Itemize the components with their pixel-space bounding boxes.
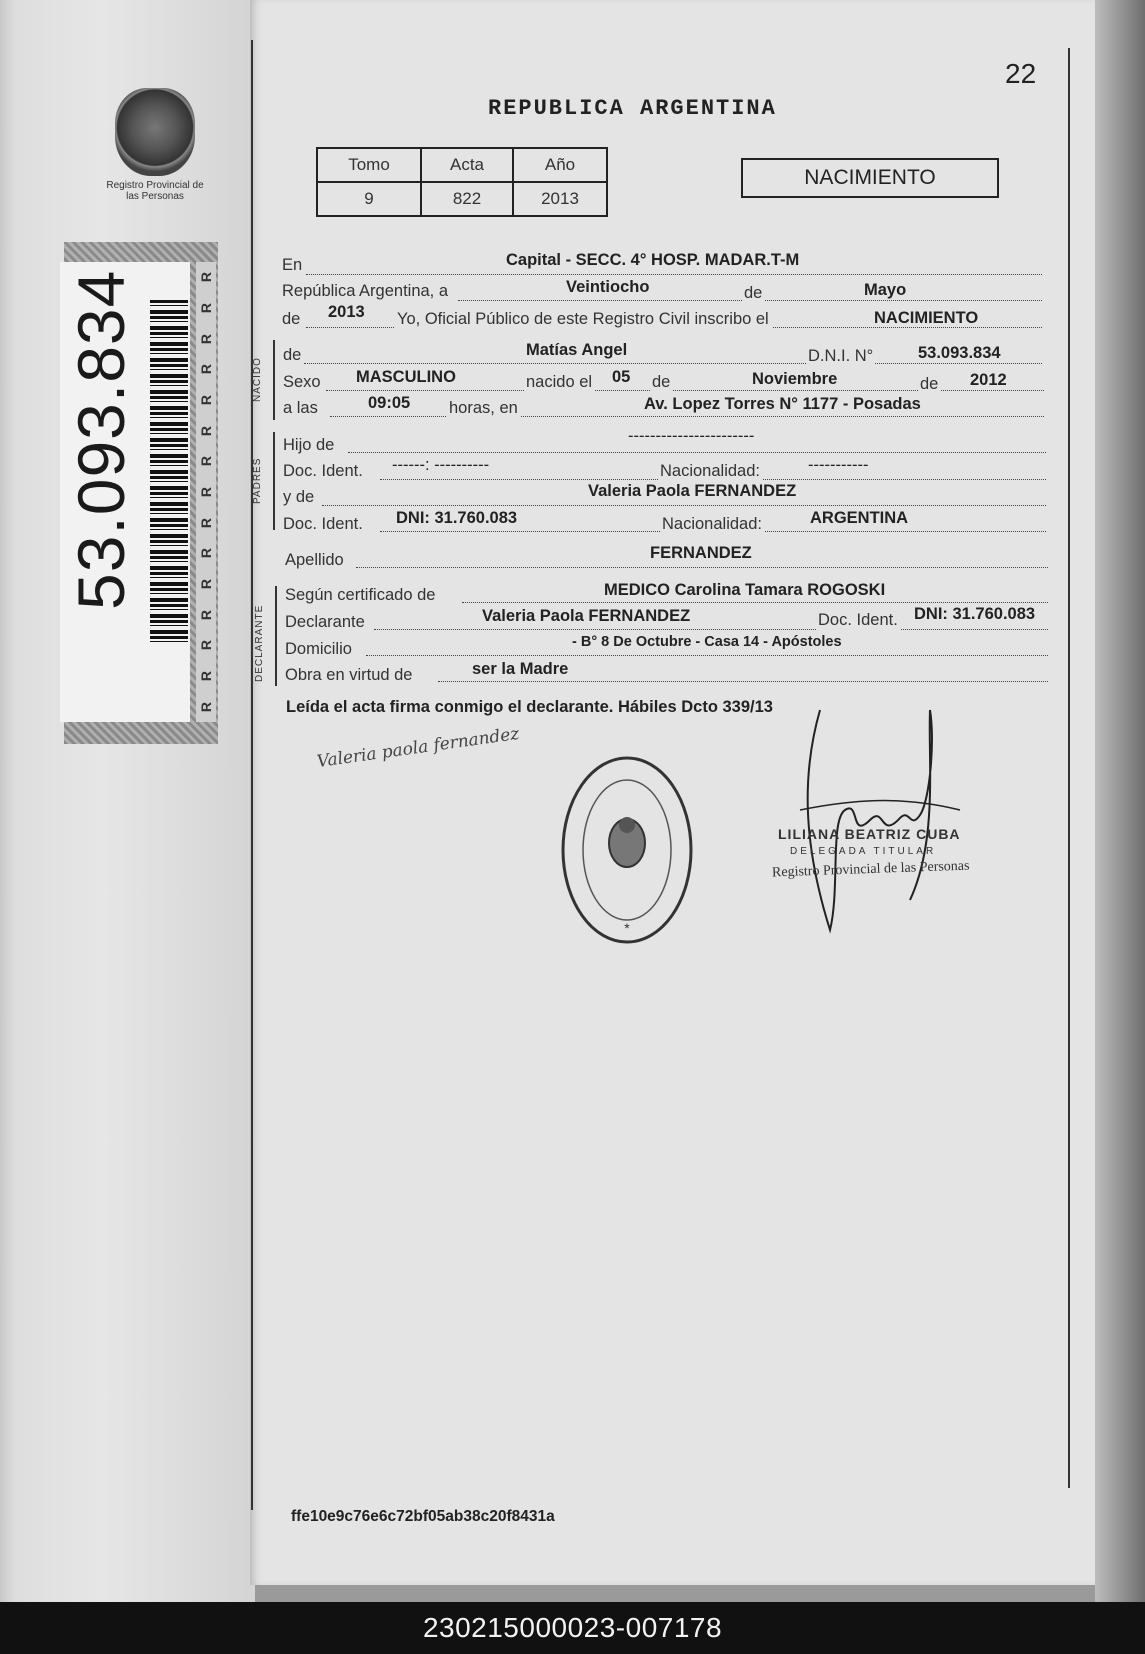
hijo-de-label: Hijo de	[283, 436, 335, 454]
province-seal-icon	[115, 88, 195, 176]
birth-year: 2012	[970, 371, 1007, 389]
header-tomo: Tomo	[317, 148, 421, 182]
nacionalidad-label-2: Nacionalidad:	[662, 515, 762, 533]
document-title: REPUBLICA ARGENTINA	[488, 96, 777, 121]
obra-value: ser la Madre	[472, 660, 569, 678]
registry-table	[316, 147, 608, 217]
y-de-label: y de	[283, 488, 315, 506]
scan-identifier: 230215000023-007178	[0, 1602, 1145, 1654]
nacido-de-label: de	[283, 346, 302, 364]
republica-label: República Argentina, a	[282, 282, 449, 300]
section-padres: PADRES	[252, 457, 263, 504]
dotted-line	[322, 505, 1046, 506]
barcode-strip-letter: R	[198, 640, 214, 651]
section-declarante: DECLARANTE	[254, 604, 265, 682]
closing-statement: Leída el acta firma conmigo el declarante. Hábiles Dcto 339/13	[286, 698, 773, 716]
de-label-3: de	[920, 375, 939, 393]
dotted-line	[330, 416, 1044, 417]
left-page	[0, 0, 255, 1602]
declarant-signature: Valeria paola fernandez	[315, 723, 521, 773]
birth-place: Av. Lopez Torres N° 1177 - Posadas	[644, 395, 921, 413]
inscribo-value: NACIMIENTO	[874, 309, 979, 327]
yo-label: Yo, Oficial Público de este Registro Civil inscribo el	[394, 310, 772, 329]
registration-year: 2013	[328, 303, 365, 321]
official-role: DELEGADA TITULAR	[790, 846, 937, 857]
horas-en-label: horas, en	[446, 399, 521, 418]
book-edge	[1095, 0, 1145, 1602]
dotted-line	[366, 655, 1048, 656]
dotted-line	[306, 274, 1042, 275]
barcode-strip-letter: R	[198, 548, 214, 559]
declarant-doc-label: Doc. Ident.	[818, 611, 898, 629]
dotted-line	[348, 452, 1046, 453]
doc-ident-label-2: Doc. Ident.	[283, 515, 363, 533]
barcode-strip-letter: R	[198, 486, 214, 497]
barcode-number: 53.093.834	[64, 269, 138, 610]
child-dni: 53.093.834	[918, 344, 1001, 362]
barcode-icon	[150, 300, 188, 645]
place-of-registry: Capital - SECC. 4° HOSP. MADAR.T-M	[506, 251, 800, 269]
barcode-strip-letter: R	[198, 333, 214, 344]
left-margin-line	[251, 40, 253, 1510]
header-anio: Año	[513, 148, 607, 182]
barcode-strip-letter: R	[198, 609, 214, 620]
barcode-side-letters	[196, 262, 216, 722]
mother-doc: DNI: 31.760.083	[396, 509, 518, 527]
barcode-strip-letter: R	[198, 670, 214, 681]
value-tomo: 9	[317, 182, 421, 216]
barcode-strip-letter: R	[198, 517, 214, 528]
header-acta: Acta	[421, 148, 513, 182]
birth-hour: 09:05	[368, 394, 411, 412]
barcode-strip-letter: R	[198, 302, 214, 314]
official-office: Registro Provincial de las Personas	[771, 858, 970, 881]
father-nationality: -----------	[808, 456, 869, 474]
mother-nationality: ARGENTINA	[810, 509, 909, 527]
dotted-line	[374, 629, 1048, 630]
logo-caption: Registro Provincial de las Personas	[106, 180, 204, 202]
barcode-strip-letter: R	[198, 578, 214, 589]
nacido-el-label: nacido el	[526, 373, 593, 391]
section-bracket	[273, 340, 275, 420]
section-bracket	[273, 432, 275, 530]
value-acta: 822	[421, 182, 513, 216]
apellido-label: Apellido	[285, 551, 344, 569]
sexo-label: Sexo	[283, 373, 321, 391]
barcode-strip-letter: R	[198, 272, 214, 283]
dotted-line	[462, 602, 1048, 603]
certificate-issuer: MEDICO Carolina Tamara ROGOSKI	[604, 581, 886, 599]
nacionalidad-label-1: Nacionalidad:	[660, 462, 760, 480]
record-type-box: NACIMIENTO	[741, 158, 999, 198]
dotted-line	[304, 363, 1042, 364]
obra-label: Obra en virtud de	[285, 666, 413, 684]
declarante-label: Declarante	[285, 613, 365, 631]
dni-label: D.N.I. N°	[808, 347, 874, 365]
dotted-line	[356, 567, 1048, 568]
de-year-label: de	[282, 310, 301, 328]
dotted-line	[438, 681, 1048, 682]
address-value: - B° 8 De Octubre - Casa 14 - Apóstoles	[572, 634, 842, 650]
sexo-value: MASCULINO	[356, 368, 456, 386]
barcode-strip-letter: R	[198, 456, 214, 467]
father-name: -----------------------	[628, 427, 755, 445]
official-name: LILIANA BEATRIZ CUBA	[778, 826, 961, 842]
barcode-strip-letter: R	[198, 701, 214, 712]
registration-day: Veintiocho	[566, 278, 650, 296]
registration-month: Mayo	[864, 281, 907, 299]
registry-logo	[100, 88, 210, 202]
en-label: En	[282, 256, 303, 274]
section-nacido: NACIDO	[252, 357, 263, 402]
barcode-strip-letter: R	[198, 364, 214, 375]
page-number: 22	[1005, 58, 1037, 89]
de-label: de	[744, 284, 763, 302]
section-bracket	[275, 586, 277, 686]
domicilio-label: Domicilio	[285, 640, 352, 658]
official-signature-icon	[760, 700, 1020, 940]
apellido-value: FERNANDEZ	[650, 544, 752, 562]
father-doc: ------: ----------	[392, 456, 490, 474]
certificado-label: Según certificado de	[285, 586, 436, 604]
a-las-label: a las	[283, 399, 318, 417]
right-margin-line	[1068, 48, 1070, 1488]
svg-text:*: *	[624, 920, 630, 936]
child-name: Matías Angel	[526, 341, 628, 359]
barcode-strip-letter: R	[198, 425, 214, 436]
birth-month: Noviembre	[752, 370, 838, 388]
birth-day: 05	[612, 368, 631, 386]
declarant-doc: DNI: 31.760.083	[914, 605, 1036, 623]
value-anio: 2013	[513, 182, 607, 216]
barcode-strip-letter: R	[198, 394, 214, 406]
declarant-name: Valeria Paola FERNANDEZ	[482, 607, 691, 625]
official-stamp-icon	[560, 755, 695, 945]
mother-name: Valeria Paola FERNANDEZ	[588, 482, 797, 500]
document-hash: ffe10e9c76e6c72bf05ab38c20f8431a	[291, 1508, 555, 1525]
de-label-2: de	[652, 373, 671, 391]
doc-ident-label-1: Doc. Ident.	[283, 462, 363, 480]
